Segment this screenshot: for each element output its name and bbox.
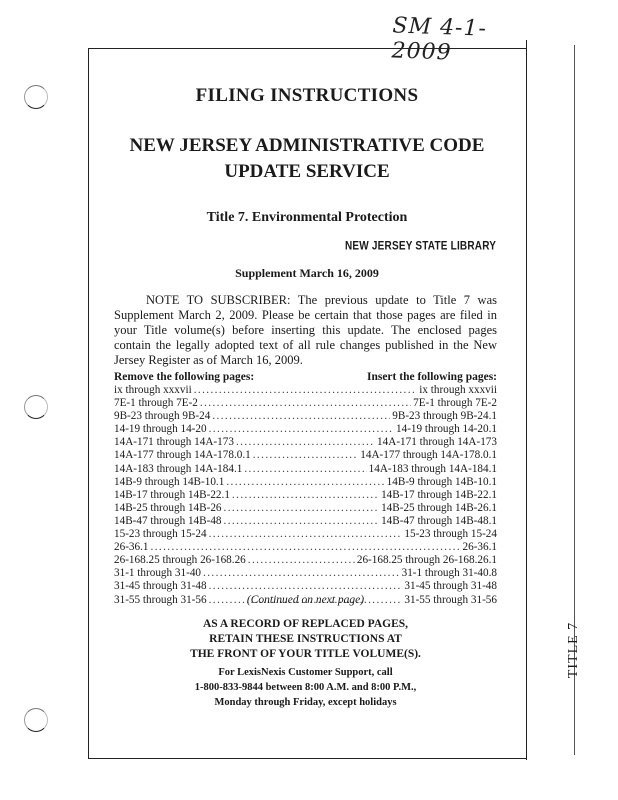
handwritten-note: SM 4-1-2009	[391, 13, 488, 66]
remove-pages: 15-23 through 15-24	[114, 528, 207, 541]
dot-leader	[244, 463, 366, 476]
table-row	[114, 502, 497, 515]
remove-pages: 31-45 through 31-48	[114, 580, 207, 593]
insert-pages: 14B-9 through 14B-10.1	[386, 475, 497, 488]
remove-pages: 31-55 through 31-56	[114, 593, 207, 606]
page-list	[114, 384, 497, 607]
remove-pages: 14B-17 through 14B-22.1	[114, 488, 230, 501]
page-title: FILING INSTRUCTIONS	[195, 85, 419, 106]
remove-pages: 14A-183 through 14A-184.1	[114, 462, 243, 475]
remove-pages: 14B-47 through 14B-48	[114, 514, 222, 527]
supplement-date: Supplement March 16, 2009	[235, 266, 379, 280]
remove-pages: 14B-25 through 14B-26	[114, 501, 222, 514]
dot-leader	[200, 397, 411, 410]
support-line-3: Monday through Friday, except holidays	[214, 697, 397, 708]
table-row	[114, 567, 497, 580]
insert-pages: 14A-183 through 14A-184.1	[368, 462, 497, 475]
dot-leader	[194, 384, 418, 397]
remove-pages: 7E-1 through 7E-2	[114, 397, 198, 410]
remove-pages: 14B-9 through 14B-10.1	[114, 475, 225, 488]
dot-leader	[236, 436, 375, 449]
insert-pages: 26-168.25 through 26-168.26.1	[356, 554, 497, 567]
table-row	[114, 410, 497, 423]
record-line-2: RETAIN THESE INSTRUCTIONS AT	[209, 633, 402, 645]
dot-leader	[151, 541, 461, 554]
record-line-3: THE FRONT OF YOUR TITLE VOLUME(S).	[190, 648, 421, 660]
table-row	[114, 541, 497, 554]
note-to-subscriber: NOTE TO SUBSCRIBER: The previous update to Title 7 was Supplement March 2, 2009. Please be certain that those pages are filed in your Title volume(s) before inserting this update. The enclosed pages contain the legally adopted text of all rule changes published in the New Jersey Register as of March 16, 2009.	[114, 293, 497, 367]
dot-leader	[224, 502, 380, 515]
insert-pages: 14-19 through 14-20.1	[396, 423, 497, 436]
record-instruction	[114, 617, 497, 662]
table-row	[114, 554, 497, 567]
table-row	[114, 580, 497, 593]
continued-note: (Continued on next page)	[246, 594, 365, 606]
dot-leader	[212, 410, 390, 423]
insert-pages: 7E-1 through 7E-2	[413, 397, 497, 410]
dot-leader	[224, 515, 380, 528]
insert-pages: 14A-171 through 14A-173	[377, 436, 497, 449]
customer-support	[114, 665, 497, 710]
support-line-2: 1-800-833-9844 between 8:00 A.M. and 8:00 P.M.,	[194, 682, 417, 693]
remove-pages: 14A-171 through 14A-173	[114, 436, 234, 449]
table-row	[114, 436, 497, 449]
table-row	[114, 528, 497, 541]
dot-leader	[226, 476, 384, 489]
dot-leader	[209, 580, 403, 593]
punch-hole-bottom	[24, 708, 48, 732]
remove-pages: 26-168.25 through 26-168.26	[114, 554, 246, 567]
remove-pages: ix through xxxvii	[114, 384, 192, 396]
code-title-line-2: UPDATE SERVICE	[224, 161, 390, 182]
table-row	[114, 463, 497, 476]
remove-pages: 9B-23 through 9B-24	[114, 410, 211, 423]
dot-leader	[209, 528, 403, 541]
remove-pages: 31-1 through 31-40	[114, 567, 202, 580]
table-row	[114, 397, 497, 410]
insert-pages: 31-1 through 31-40.8	[401, 567, 497, 580]
insert-header: Insert the following pages:	[366, 371, 497, 383]
punch-hole-top	[24, 85, 48, 109]
code-title-line-1: NEW JERSEY ADMINISTRATIVE CODE	[129, 135, 485, 156]
insert-pages: 14A-177 through 14A-178.0.1	[360, 449, 497, 462]
insert-pages: 14B-47 through 14B-48.1	[381, 514, 497, 527]
insert-pages: 14B-17 through 14B-22.1	[381, 488, 497, 501]
code-title	[88, 133, 526, 185]
table-row	[114, 476, 497, 489]
table-row	[114, 489, 497, 502]
insert-pages: 9B-23 through 9B-24.1	[392, 410, 497, 423]
spine-label: TITLE 7	[566, 621, 581, 679]
insert-pages: 15-23 through 15-24	[404, 528, 497, 541]
bottom-border	[88, 758, 526, 759]
table-row	[114, 384, 497, 397]
remove-pages: 26-36.1	[114, 541, 149, 554]
dot-leader	[248, 554, 355, 567]
dot-leader	[203, 567, 400, 580]
remove-pages: 14A-177 through 14A-178.0.1	[114, 449, 251, 462]
table-header	[114, 371, 497, 383]
title-section: Title 7. Environmental Protection	[206, 210, 408, 225]
spine-border	[526, 40, 527, 760]
support-line-1: For LexisNexis Customer Support, call	[218, 667, 393, 678]
remove-header: Remove the following pages:	[114, 371, 255, 383]
record-line-1: AS A RECORD OF REPLACED PAGES,	[202, 618, 409, 630]
insert-pages: 14B-25 through 14B-26.1	[381, 501, 497, 514]
punch-hole-middle	[24, 395, 48, 419]
dot-leader	[232, 489, 379, 502]
remove-pages: 14-19 through 14-20	[114, 423, 207, 436]
library-stamp: NEW JERSEY STATE LIBRARY	[345, 240, 497, 253]
dot-leader	[209, 423, 394, 436]
insert-pages: ix through xxxvii	[419, 384, 497, 396]
insert-pages: 31-45 through 31-48	[404, 580, 497, 593]
table-row	[114, 423, 497, 436]
table-row	[114, 449, 497, 462]
insert-pages: 26-36.1	[462, 541, 497, 554]
table-row	[114, 515, 497, 528]
insert-pages: 31-55 through 31-56	[404, 593, 497, 606]
dot-leader	[253, 449, 359, 462]
